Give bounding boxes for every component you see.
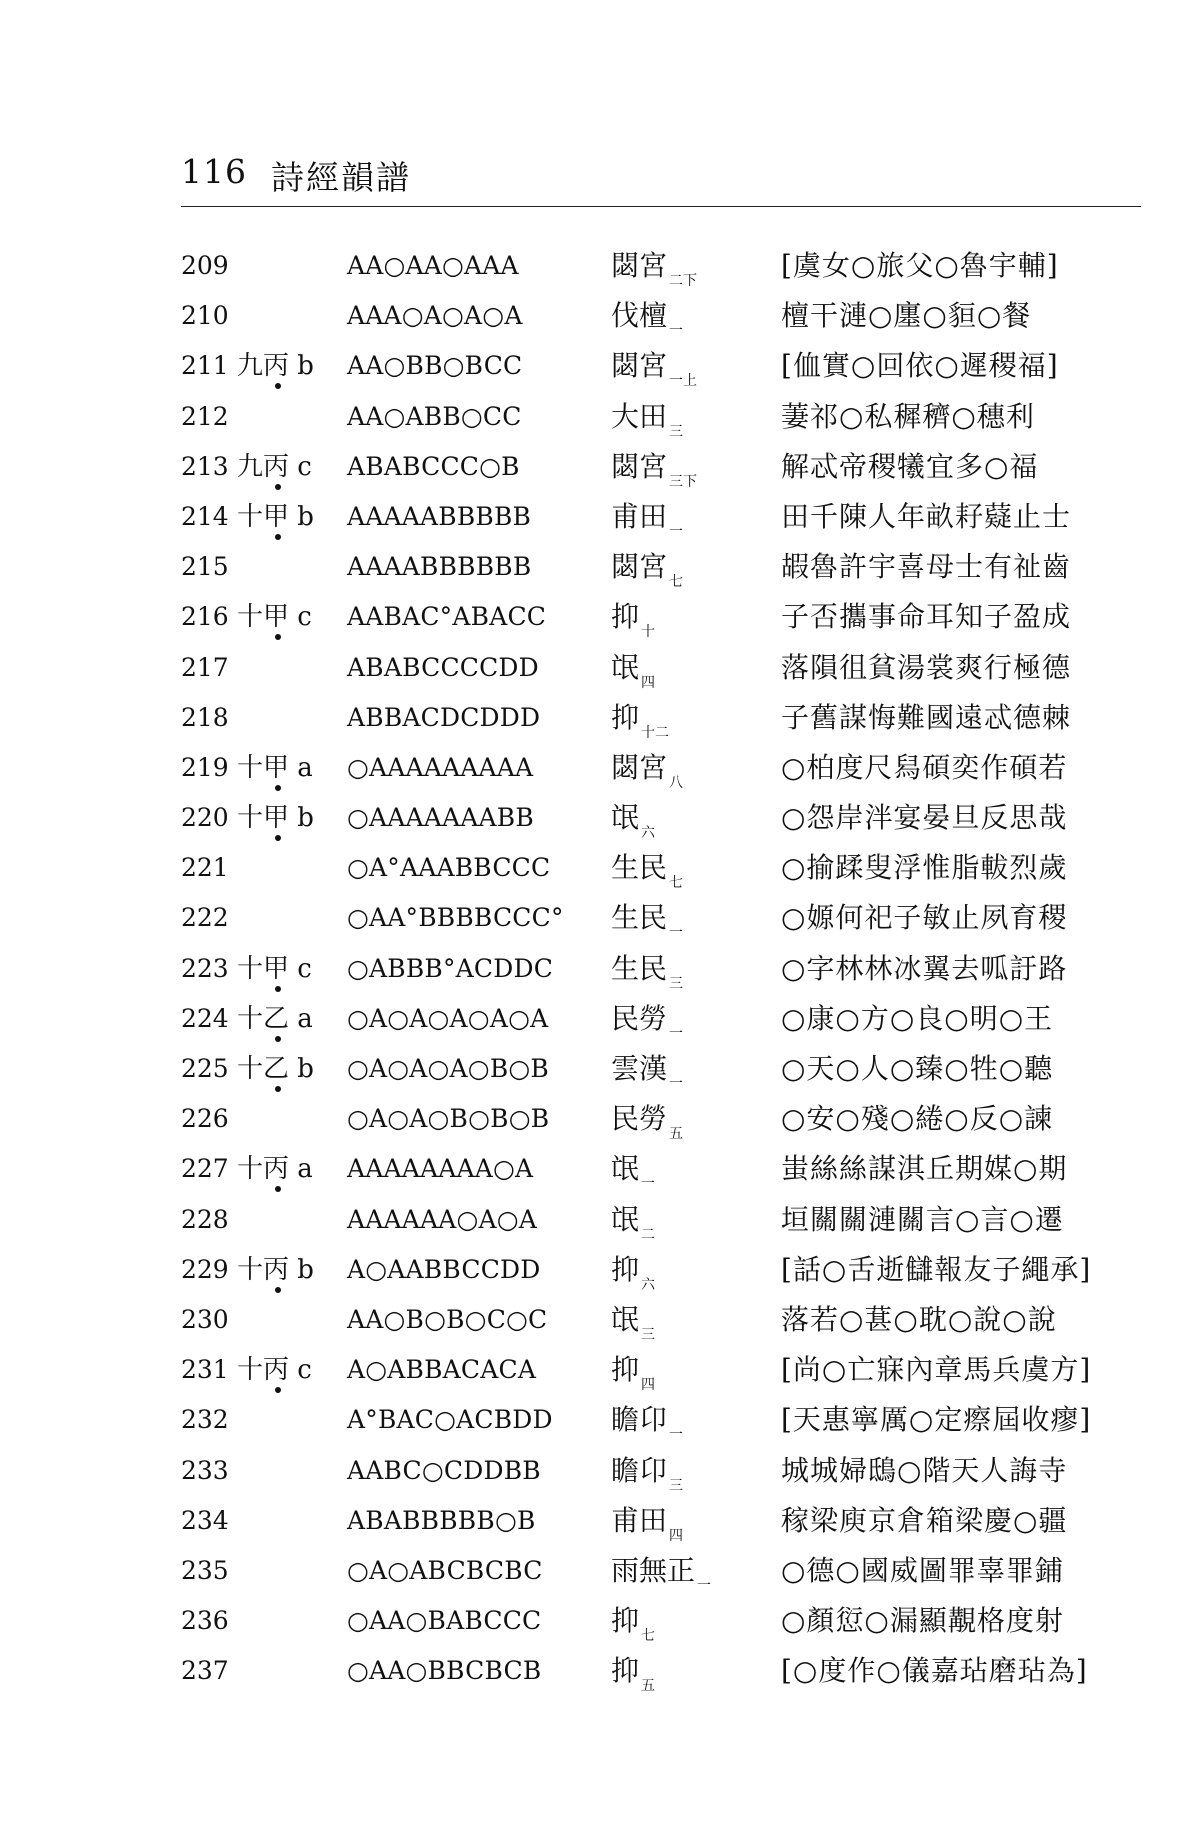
rhyme-pattern: ○A○A○A○A○A — [347, 1003, 549, 1033]
row-class: 十甲 a — [237, 752, 313, 783]
row-number: 214 — [181, 501, 229, 531]
table-row — [181, 1400, 1141, 1450]
row-number: 231 — [181, 1355, 229, 1385]
stanza-number: 五 — [641, 1678, 656, 1695]
row-number: 221 — [181, 853, 229, 883]
poem-title: 瞻卬 — [611, 1403, 668, 1437]
table-row — [181, 1601, 1141, 1651]
poem-title: 抑 — [611, 1252, 640, 1286]
rhyme-words: [虞女○旅父○魯宇輔] — [781, 249, 1059, 282]
poem-reference — [611, 497, 683, 542]
row-number: 222 — [181, 903, 229, 933]
poem-title: 民勞 — [611, 1102, 668, 1136]
rhyme-pattern: AABC○CDDBB — [347, 1455, 541, 1485]
poem-reference — [611, 597, 655, 642]
poem-title: 氓 — [611, 650, 640, 684]
rhyme-words: 落若○葚○耽○說○說 — [781, 1302, 1057, 1336]
emphasis-dot-icon — [275, 484, 281, 490]
row-class: 十甲 b — [237, 803, 314, 834]
poem-title: 抑 — [611, 600, 640, 634]
table-row — [181, 648, 1141, 698]
rhyme-words: ○柏度尺舄碩奕作碩若 — [781, 750, 1068, 784]
rhyme-words: ○康○方○良○明○王 — [781, 1001, 1054, 1035]
rhyme-words: [侐實○回依○遲稷福] — [781, 349, 1059, 383]
row-number: 223 — [181, 953, 229, 983]
stanza-number: 十 — [641, 624, 656, 641]
row-class: 九丙 c — [237, 451, 312, 482]
row-class: 十乙 a — [237, 1003, 313, 1034]
table-row — [181, 898, 1141, 948]
poem-reference — [611, 1200, 655, 1245]
table-row — [181, 547, 1141, 597]
row-class: 十丙 b — [237, 1254, 314, 1285]
row-number: 215 — [181, 552, 229, 582]
poem-reference — [611, 798, 655, 843]
row-number: 224 — [181, 1003, 229, 1033]
page-number: 116 — [181, 152, 247, 191]
table-row — [181, 999, 1141, 1049]
rhyme-pattern: ○A○A○B○B○B — [347, 1104, 550, 1134]
row-number: 209 — [181, 251, 229, 280]
rhyme-pattern: ○AA○BBCBCB — [347, 1656, 542, 1686]
rhyme-words: ○字林林冰翼去呱訏路 — [781, 951, 1068, 985]
table-row — [181, 447, 1141, 497]
rhyme-pattern: ABBACDCDDD — [347, 702, 541, 732]
row-number: 213 — [181, 451, 229, 481]
emphasis-dot-icon — [275, 1036, 281, 1042]
emphasis-dot-icon — [275, 1387, 281, 1393]
table-row — [181, 848, 1141, 898]
stanza-number: 四 — [641, 1377, 656, 1394]
emphasis-dot-icon — [275, 785, 281, 791]
rhyme-pattern: ABABCCC○B — [347, 451, 520, 481]
rhyme-pattern: ○A°AAABBCCC — [347, 853, 551, 883]
stanza-number: 四 — [641, 674, 656, 691]
table-row — [181, 1099, 1141, 1149]
table-row — [181, 1250, 1141, 1300]
poem-reference — [611, 698, 669, 743]
rhyme-words: 萋祁○私穉穧○穗利 — [781, 399, 1035, 433]
poem-reference — [611, 296, 683, 341]
stanza-number: 一 — [669, 925, 684, 942]
rhyme-words: 垣關關漣關言○言○遷 — [781, 1202, 1064, 1236]
rhyme-pattern: ○ABBB°ACDDC — [347, 953, 554, 983]
poem-title: 閟宮 — [611, 449, 668, 483]
stanza-number: 十二 — [641, 724, 670, 741]
rhyme-pattern: AA○AA○AAA — [347, 251, 519, 280]
emphasis-dot-icon — [275, 383, 281, 389]
row-number: 212 — [181, 401, 229, 431]
rhyme-pattern: ○A○ABCBCBC — [347, 1555, 543, 1585]
rhyme-pattern: AAAAAAAA○A — [347, 1154, 534, 1184]
poem-title: 大田 — [611, 399, 668, 433]
stanza-number: 七 — [669, 875, 684, 892]
rhyme-pattern: ○AAAAAAABB — [347, 803, 534, 833]
rhyme-pattern: AAA○A○A○A — [347, 301, 523, 331]
table-row — [181, 949, 1141, 999]
row-number: 217 — [181, 652, 229, 682]
rhyme-pattern: AA○BB○BCC — [347, 351, 523, 381]
stanza-number: 六 — [641, 825, 656, 842]
rhyme-pattern: ○AAAAAAAAA — [347, 752, 534, 782]
rhyme-pattern: A°BAC○ACBDD — [347, 1405, 553, 1435]
poem-title: 生民 — [611, 901, 668, 935]
row-number: 235 — [181, 1555, 229, 1585]
rhyme-words: [○度作○儀嘉玷磨玷為] — [781, 1654, 1088, 1688]
rhyme-table — [181, 246, 1141, 1701]
rhyme-pattern: AA○B○B○C○C — [347, 1304, 548, 1334]
rhyme-words: 落隕徂貧湯裳爽行極德 — [781, 650, 1072, 684]
poem-reference — [611, 1501, 683, 1546]
row-number: 211 — [181, 351, 229, 381]
row-number: 232 — [181, 1405, 229, 1435]
row-class: 十丙 a — [237, 1154, 313, 1185]
table-row — [181, 1149, 1141, 1199]
table-row — [181, 748, 1141, 798]
row-number: 218 — [181, 702, 229, 732]
row-number: 234 — [181, 1505, 229, 1535]
stanza-number: 三 — [669, 975, 684, 992]
rhyme-pattern: A○ABBACACA — [347, 1355, 537, 1385]
row-class: 十乙 b — [237, 1054, 314, 1084]
poem-reference — [611, 1400, 683, 1445]
row-number: 230 — [181, 1304, 229, 1334]
emphasis-dot-icon — [275, 1086, 281, 1092]
emphasis-dot-icon — [275, 835, 281, 841]
row-number: 216 — [181, 602, 229, 632]
rhyme-pattern: AAAAABBBBB — [347, 501, 532, 531]
stanza-number: 三 — [669, 1477, 684, 1494]
running-header — [181, 152, 1141, 202]
emphasis-dot-icon — [275, 534, 281, 540]
rhyme-words: 子否攜事命耳知子盈成 — [781, 600, 1072, 634]
table-row — [181, 397, 1141, 447]
stanza-number: 四 — [669, 1527, 684, 1544]
rhyme-words: 檀干漣○廛○貆○餐 — [781, 299, 1032, 333]
stanza-number: 一 — [669, 1025, 684, 1042]
poem-title: 抑 — [611, 700, 640, 734]
stanza-number: 一 — [641, 1176, 656, 1193]
stanza-number: 三 — [641, 1326, 656, 1343]
rhyme-pattern: ○AA○BABCCC — [347, 1606, 542, 1636]
table-row — [181, 1300, 1141, 1350]
poem-reference — [611, 1049, 683, 1094]
stanza-number: 三下 — [669, 473, 698, 490]
poem-reference — [611, 1350, 655, 1395]
poem-title: 抑 — [611, 1654, 640, 1688]
stanza-number: 八 — [669, 774, 684, 791]
rhyme-pattern: AAAABBBBBB — [347, 552, 532, 582]
book-title: 詩經韻譜 — [271, 158, 411, 197]
stanza-number: 七 — [669, 574, 684, 591]
stanza-number: 二下 — [669, 273, 698, 289]
table-row — [181, 1350, 1141, 1400]
poem-reference — [611, 547, 683, 592]
row-class: 九丙 b — [237, 351, 314, 382]
stanza-number: 一 — [697, 1577, 712, 1594]
row-class: 十甲 c — [237, 953, 312, 984]
row-number: 236 — [181, 1606, 229, 1636]
emphasis-dot-icon — [275, 1287, 281, 1293]
rhyme-words: 稼梁庾京倉箱梁慶○疆 — [781, 1503, 1068, 1537]
rhyme-words: 嘏魯許宇喜母士有祉齒 — [781, 550, 1072, 584]
table-row — [181, 698, 1141, 748]
stanza-number: 二 — [641, 1226, 656, 1243]
rhyme-words: ○安○殘○綣○反○諫 — [781, 1102, 1054, 1136]
rhyme-pattern: ○A○A○A○B○B — [347, 1054, 549, 1083]
table-row — [181, 1651, 1141, 1701]
rhyme-words: ○嫄何祀子敏止夙育稷 — [781, 901, 1068, 935]
row-number: 220 — [181, 803, 229, 833]
poem-title: 氓 — [611, 801, 640, 835]
stanza-number: 三 — [669, 423, 684, 440]
poem-reference — [611, 1551, 711, 1596]
poem-title: 生民 — [611, 851, 668, 885]
rhyme-pattern: AAAAAA○A○A — [347, 1204, 538, 1234]
emphasis-dot-icon — [275, 634, 281, 640]
rhyme-words: ○天○人○臻○牲○聽 — [781, 1052, 1054, 1085]
poem-title: 甫田 — [611, 1503, 668, 1537]
poem-title: 氓 — [611, 1152, 640, 1186]
poem-reference — [611, 648, 655, 693]
stanza-number: 一 — [669, 1076, 684, 1092]
table-row — [181, 497, 1141, 547]
poem-reference — [611, 1651, 655, 1696]
rhyme-words: 解忒帝稷犧宜多○福 — [781, 449, 1039, 483]
poem-reference — [611, 397, 683, 442]
header-rule — [181, 206, 1141, 207]
poem-reference — [611, 1099, 683, 1144]
table-row — [181, 246, 1141, 296]
table-row — [181, 346, 1141, 396]
poem-title: 閟宮 — [611, 550, 668, 584]
poem-reference — [611, 999, 683, 1044]
row-number: 219 — [181, 752, 229, 782]
rhyme-pattern: ABABBBBB○B — [347, 1505, 536, 1535]
poem-reference — [611, 1250, 655, 1295]
poem-reference — [611, 447, 697, 492]
rhyme-words: ○揄蹂叟浮惟脂軷烈歲 — [781, 851, 1068, 885]
poem-reference — [611, 246, 697, 291]
poem-title: 生民 — [611, 951, 668, 985]
row-number: 229 — [181, 1254, 229, 1284]
table-row — [181, 1200, 1141, 1250]
table-row — [181, 1551, 1141, 1601]
poem-title: 抑 — [611, 1604, 640, 1638]
poem-title: 民勞 — [611, 1001, 668, 1035]
poem-title: 甫田 — [611, 499, 668, 533]
poem-reference — [611, 898, 683, 943]
rhyme-words: ○怨岸泮宴晏旦反思哉 — [781, 801, 1068, 835]
poem-title: 抑 — [611, 1353, 640, 1387]
stanza-number: 五 — [669, 1126, 684, 1143]
rhyme-pattern: AA○ABB○CC — [347, 401, 522, 431]
row-number: 228 — [181, 1204, 229, 1234]
poem-title: 閟宮 — [611, 349, 668, 383]
poem-reference — [611, 848, 683, 893]
rhyme-pattern: ABABCCCCDD — [347, 652, 539, 682]
row-number: 237 — [181, 1656, 229, 1686]
rhyme-words: 蚩絲絲謀淇丘期媒○期 — [781, 1152, 1068, 1186]
table-row — [181, 296, 1141, 346]
poem-title: 氓 — [611, 1202, 640, 1236]
rhyme-words: [話○舌逝讎報友子繩承] — [781, 1252, 1092, 1286]
poem-reference — [611, 748, 683, 793]
poem-reference — [611, 1149, 655, 1194]
rhyme-words: 城城婦鴟○階天人誨寺 — [781, 1453, 1068, 1487]
row-number: 226 — [181, 1104, 229, 1134]
rhyme-words: 田千陳人年畝耔薿止士 — [781, 499, 1072, 533]
emphasis-dot-icon — [275, 1186, 281, 1192]
rhyme-words: 子舊謀悔難國遠忒德棘 — [781, 700, 1072, 734]
poem-reference — [611, 346, 697, 391]
poem-title: 氓 — [611, 1302, 640, 1336]
poem-reference — [611, 1300, 655, 1345]
stanza-number: 一 — [669, 1427, 684, 1444]
poem-title: 雨無正 — [611, 1553, 696, 1587]
row-number: 210 — [181, 301, 229, 331]
poem-reference — [611, 949, 683, 994]
poem-title: 雲漢 — [611, 1052, 668, 1085]
row-class: 十甲 c — [237, 602, 312, 633]
poem-title: 伐檀 — [611, 299, 668, 333]
stanza-number: 一 — [669, 323, 684, 340]
poem-reference — [611, 1601, 655, 1646]
table-row — [181, 798, 1141, 848]
table-row — [181, 1501, 1141, 1551]
rhyme-words: [尚○亡寐內章馬兵虞方] — [781, 1353, 1092, 1387]
rhyme-pattern: AABAC°ABACC — [347, 602, 547, 632]
poem-title: 閟宮 — [611, 249, 668, 282]
poem-reference — [611, 1451, 683, 1496]
row-number: 227 — [181, 1154, 229, 1184]
stanza-number: 七 — [641, 1628, 656, 1645]
rhyme-pattern: A○AABBCCDD — [347, 1254, 541, 1284]
row-number: 233 — [181, 1455, 229, 1485]
rhyme-words: [天惠寧厲○定瘵屆收瘳] — [781, 1403, 1092, 1437]
table-row — [181, 1451, 1141, 1501]
rhyme-words: ○顏愆○漏顯覯格度射 — [781, 1604, 1064, 1638]
stanza-number: 六 — [641, 1276, 656, 1293]
row-class: 十甲 b — [237, 501, 314, 532]
poem-title: 瞻卬 — [611, 1453, 668, 1487]
poem-title: 閟宮 — [611, 750, 668, 784]
stanza-number: 一 — [669, 523, 684, 540]
row-number: 225 — [181, 1054, 229, 1083]
table-row — [181, 1049, 1141, 1099]
table-row — [181, 597, 1141, 647]
rhyme-pattern: ○AA°BBBBCCC° — [347, 903, 564, 933]
rhyme-words: ○德○國威圖罪辜罪鋪 — [781, 1553, 1064, 1587]
row-class: 十丙 c — [237, 1355, 312, 1386]
stanza-number: 一上 — [669, 373, 698, 390]
emphasis-dot-icon — [275, 986, 281, 992]
